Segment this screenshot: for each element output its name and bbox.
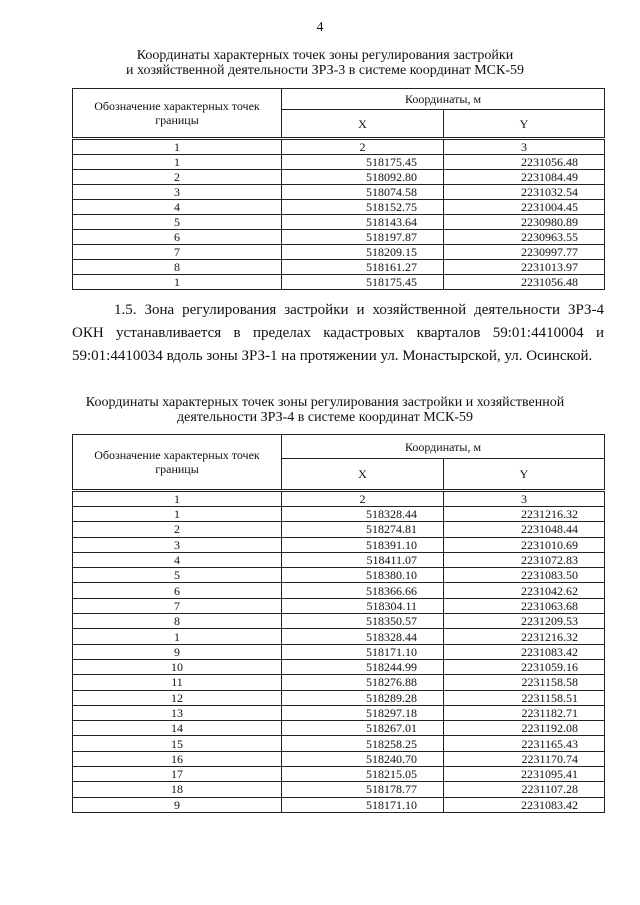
- page-number: 4: [316, 20, 324, 35]
- y-coordinate-cell: 2231107.28: [444, 782, 605, 797]
- x-coordinate-cell: 518350.57: [282, 614, 444, 629]
- y-coordinate-cell: 2230963.55: [444, 230, 605, 245]
- table-row: [73, 522, 605, 537]
- y-coordinate-cell: 2231209.53: [444, 614, 605, 629]
- header-x: X: [282, 459, 444, 491]
- point-id-cell: 1: [73, 155, 282, 170]
- x-coordinate-cell: 518258.25: [282, 736, 444, 751]
- table-row: [73, 629, 605, 644]
- point-id-cell: 4: [73, 200, 282, 215]
- table-row: [73, 675, 605, 690]
- point-id-cell: 12: [73, 690, 282, 705]
- point-id-cell: 10: [73, 659, 282, 674]
- table-row: [73, 690, 605, 705]
- table-row: [73, 721, 605, 736]
- table-row: [73, 245, 605, 260]
- header-x: X: [282, 110, 444, 139]
- y-coordinate-cell: 2231182.71: [444, 705, 605, 720]
- point-id-cell: 3: [73, 185, 282, 200]
- point-id-cell: 16: [73, 751, 282, 766]
- table1-caption-line2: и хозяйственной деятельности ЗРЗ-3 в системе координат МСК-59: [126, 63, 524, 78]
- y-coordinate-cell: 2231056.48: [444, 275, 605, 290]
- x-coordinate-cell: 518178.77: [282, 782, 444, 797]
- table-row: [73, 155, 605, 170]
- table1-body: [73, 155, 605, 290]
- y-coordinate-cell: 2231056.48: [444, 155, 605, 170]
- table-row: [73, 275, 605, 290]
- x-coordinate-cell: 518209.15: [282, 245, 444, 260]
- point-id-cell: 2: [73, 522, 282, 537]
- x-coordinate-cell: 518143.64: [282, 215, 444, 230]
- point-id-cell: 1: [73, 629, 282, 644]
- y-coordinate-cell: 2231158.51: [444, 690, 605, 705]
- table1-caption-line1: Координаты характерных точек зоны регулирования застройки: [136, 48, 514, 63]
- table2-caption: [60, 395, 590, 425]
- header-y: Y: [444, 110, 605, 139]
- x-coordinate-cell: 518276.88: [282, 675, 444, 690]
- table-row: [73, 537, 605, 552]
- table-row: [73, 507, 605, 522]
- x-coordinate-cell: 518175.45: [282, 155, 444, 170]
- table-row: [73, 782, 605, 797]
- table-row: [73, 659, 605, 674]
- paragraph-text: 1.5. Зона регулирования застройки и хозяйственной деятельности ЗРЗ-4 ОКН устанавливается в пределах кадастровых кварталов 59:01:4410004 и 59:01:4410034 вдоль зоны ЗРЗ-1 на протяжении ул. Монастырской, ул. Осинской.: [72, 302, 604, 364]
- y-coordinate-cell: 2231170.74: [444, 751, 605, 766]
- table-row: [73, 568, 605, 583]
- header-point-name: Обозначение характерных точек границы: [73, 435, 282, 491]
- header-coordinates: Координаты, м: [282, 435, 605, 459]
- table2-caption-line1: Координаты характерных точек зоны регулирования застройки и хозяйственной: [85, 395, 565, 410]
- y-coordinate-cell: 2231165.43: [444, 736, 605, 751]
- x-coordinate-cell: 518267.01: [282, 721, 444, 736]
- table-row: [73, 644, 605, 659]
- y-coordinate-cell: 2231004.45: [444, 200, 605, 215]
- table-row: [73, 797, 605, 812]
- table-row: [73, 200, 605, 215]
- x-coordinate-cell: 518244.99: [282, 659, 444, 674]
- y-coordinate-cell: 2230980.89: [444, 215, 605, 230]
- table-row: [73, 751, 605, 766]
- table1-coordinates: [72, 88, 605, 290]
- x-coordinate-cell: 518304.11: [282, 598, 444, 613]
- x-coordinate-cell: 518411.07: [282, 552, 444, 567]
- x-coordinate-cell: 518391.10: [282, 537, 444, 552]
- point-id-cell: 8: [73, 614, 282, 629]
- index-cell: 1: [73, 139, 282, 155]
- table-row: [73, 552, 605, 567]
- table1-caption: [60, 48, 590, 78]
- table-row: [73, 185, 605, 200]
- y-coordinate-cell: 2231095.41: [444, 767, 605, 782]
- header-point-name: Обозначение характерных точек границы: [73, 89, 282, 139]
- y-coordinate-cell: 2231158.58: [444, 675, 605, 690]
- point-id-cell: 5: [73, 215, 282, 230]
- y-coordinate-cell: 2231083.42: [444, 797, 605, 812]
- y-coordinate-cell: 2231216.32: [444, 507, 605, 522]
- point-id-cell: 7: [73, 598, 282, 613]
- y-coordinate-cell: 2231072.83: [444, 552, 605, 567]
- table-row: [73, 705, 605, 720]
- y-coordinate-cell: 2231083.42: [444, 644, 605, 659]
- index-cell: 2: [282, 491, 444, 507]
- y-coordinate-cell: 2231013.97: [444, 260, 605, 275]
- point-id-cell: 18: [73, 782, 282, 797]
- table-row: [73, 170, 605, 185]
- x-coordinate-cell: 518161.27: [282, 260, 444, 275]
- point-id-cell: 4: [73, 552, 282, 567]
- x-coordinate-cell: 518171.10: [282, 797, 444, 812]
- point-id-cell: 8: [73, 260, 282, 275]
- table2-coordinates: [72, 434, 605, 813]
- point-id-cell: 5: [73, 568, 282, 583]
- point-id-cell: 1: [73, 507, 282, 522]
- x-coordinate-cell: 518380.10: [282, 568, 444, 583]
- y-coordinate-cell: 2231216.32: [444, 629, 605, 644]
- point-id-cell: 13: [73, 705, 282, 720]
- y-coordinate-cell: 2231010.69: [444, 537, 605, 552]
- table-row: [73, 260, 605, 275]
- index-cell: 3: [444, 491, 605, 507]
- index-cell: 1: [73, 491, 282, 507]
- point-id-cell: 1: [73, 275, 282, 290]
- header-y: Y: [444, 459, 605, 491]
- y-coordinate-cell: 2231048.44: [444, 522, 605, 537]
- table-row: [73, 767, 605, 782]
- point-id-cell: 3: [73, 537, 282, 552]
- x-coordinate-cell: 518215.05: [282, 767, 444, 782]
- table2-body: [73, 507, 605, 813]
- x-coordinate-cell: 518152.75: [282, 200, 444, 215]
- x-coordinate-cell: 518240.70: [282, 751, 444, 766]
- x-coordinate-cell: 518328.44: [282, 507, 444, 522]
- section-paragraph: [72, 299, 604, 368]
- y-coordinate-cell: 2231084.49: [444, 170, 605, 185]
- x-coordinate-cell: 518092.80: [282, 170, 444, 185]
- y-coordinate-cell: 2231059.16: [444, 659, 605, 674]
- x-coordinate-cell: 518328.44: [282, 629, 444, 644]
- point-id-cell: 14: [73, 721, 282, 736]
- y-coordinate-cell: 2231192.08: [444, 721, 605, 736]
- point-id-cell: 6: [73, 583, 282, 598]
- point-id-cell: 15: [73, 736, 282, 751]
- point-id-cell: 6: [73, 230, 282, 245]
- table-row: [73, 736, 605, 751]
- table-row: [73, 583, 605, 598]
- point-id-cell: 9: [73, 797, 282, 812]
- y-coordinate-cell: 2231032.54: [444, 185, 605, 200]
- x-coordinate-cell: 518175.45: [282, 275, 444, 290]
- point-id-cell: 11: [73, 675, 282, 690]
- y-coordinate-cell: 2230997.77: [444, 245, 605, 260]
- table2-caption-line2: деятельности ЗРЗ-4 в системе координат МСК-59: [177, 410, 473, 425]
- x-coordinate-cell: 518366.66: [282, 583, 444, 598]
- y-coordinate-cell: 2231042.62: [444, 583, 605, 598]
- table-row: [73, 230, 605, 245]
- header-coordinates: Координаты, м: [282, 89, 605, 110]
- table-row: [73, 215, 605, 230]
- x-coordinate-cell: 518297.18: [282, 705, 444, 720]
- x-coordinate-cell: 518171.10: [282, 644, 444, 659]
- point-id-cell: 9: [73, 644, 282, 659]
- x-coordinate-cell: 518197.87: [282, 230, 444, 245]
- table-row: [73, 598, 605, 613]
- point-id-cell: 7: [73, 245, 282, 260]
- index-cell: 3: [444, 139, 605, 155]
- x-coordinate-cell: 518289.28: [282, 690, 444, 705]
- x-coordinate-cell: 518274.81: [282, 522, 444, 537]
- table-row: [73, 614, 605, 629]
- index-cell: 2: [282, 139, 444, 155]
- point-id-cell: 2: [73, 170, 282, 185]
- y-coordinate-cell: 2231083.50: [444, 568, 605, 583]
- y-coordinate-cell: 2231063.68: [444, 598, 605, 613]
- x-coordinate-cell: 518074.58: [282, 185, 444, 200]
- point-id-cell: 17: [73, 767, 282, 782]
